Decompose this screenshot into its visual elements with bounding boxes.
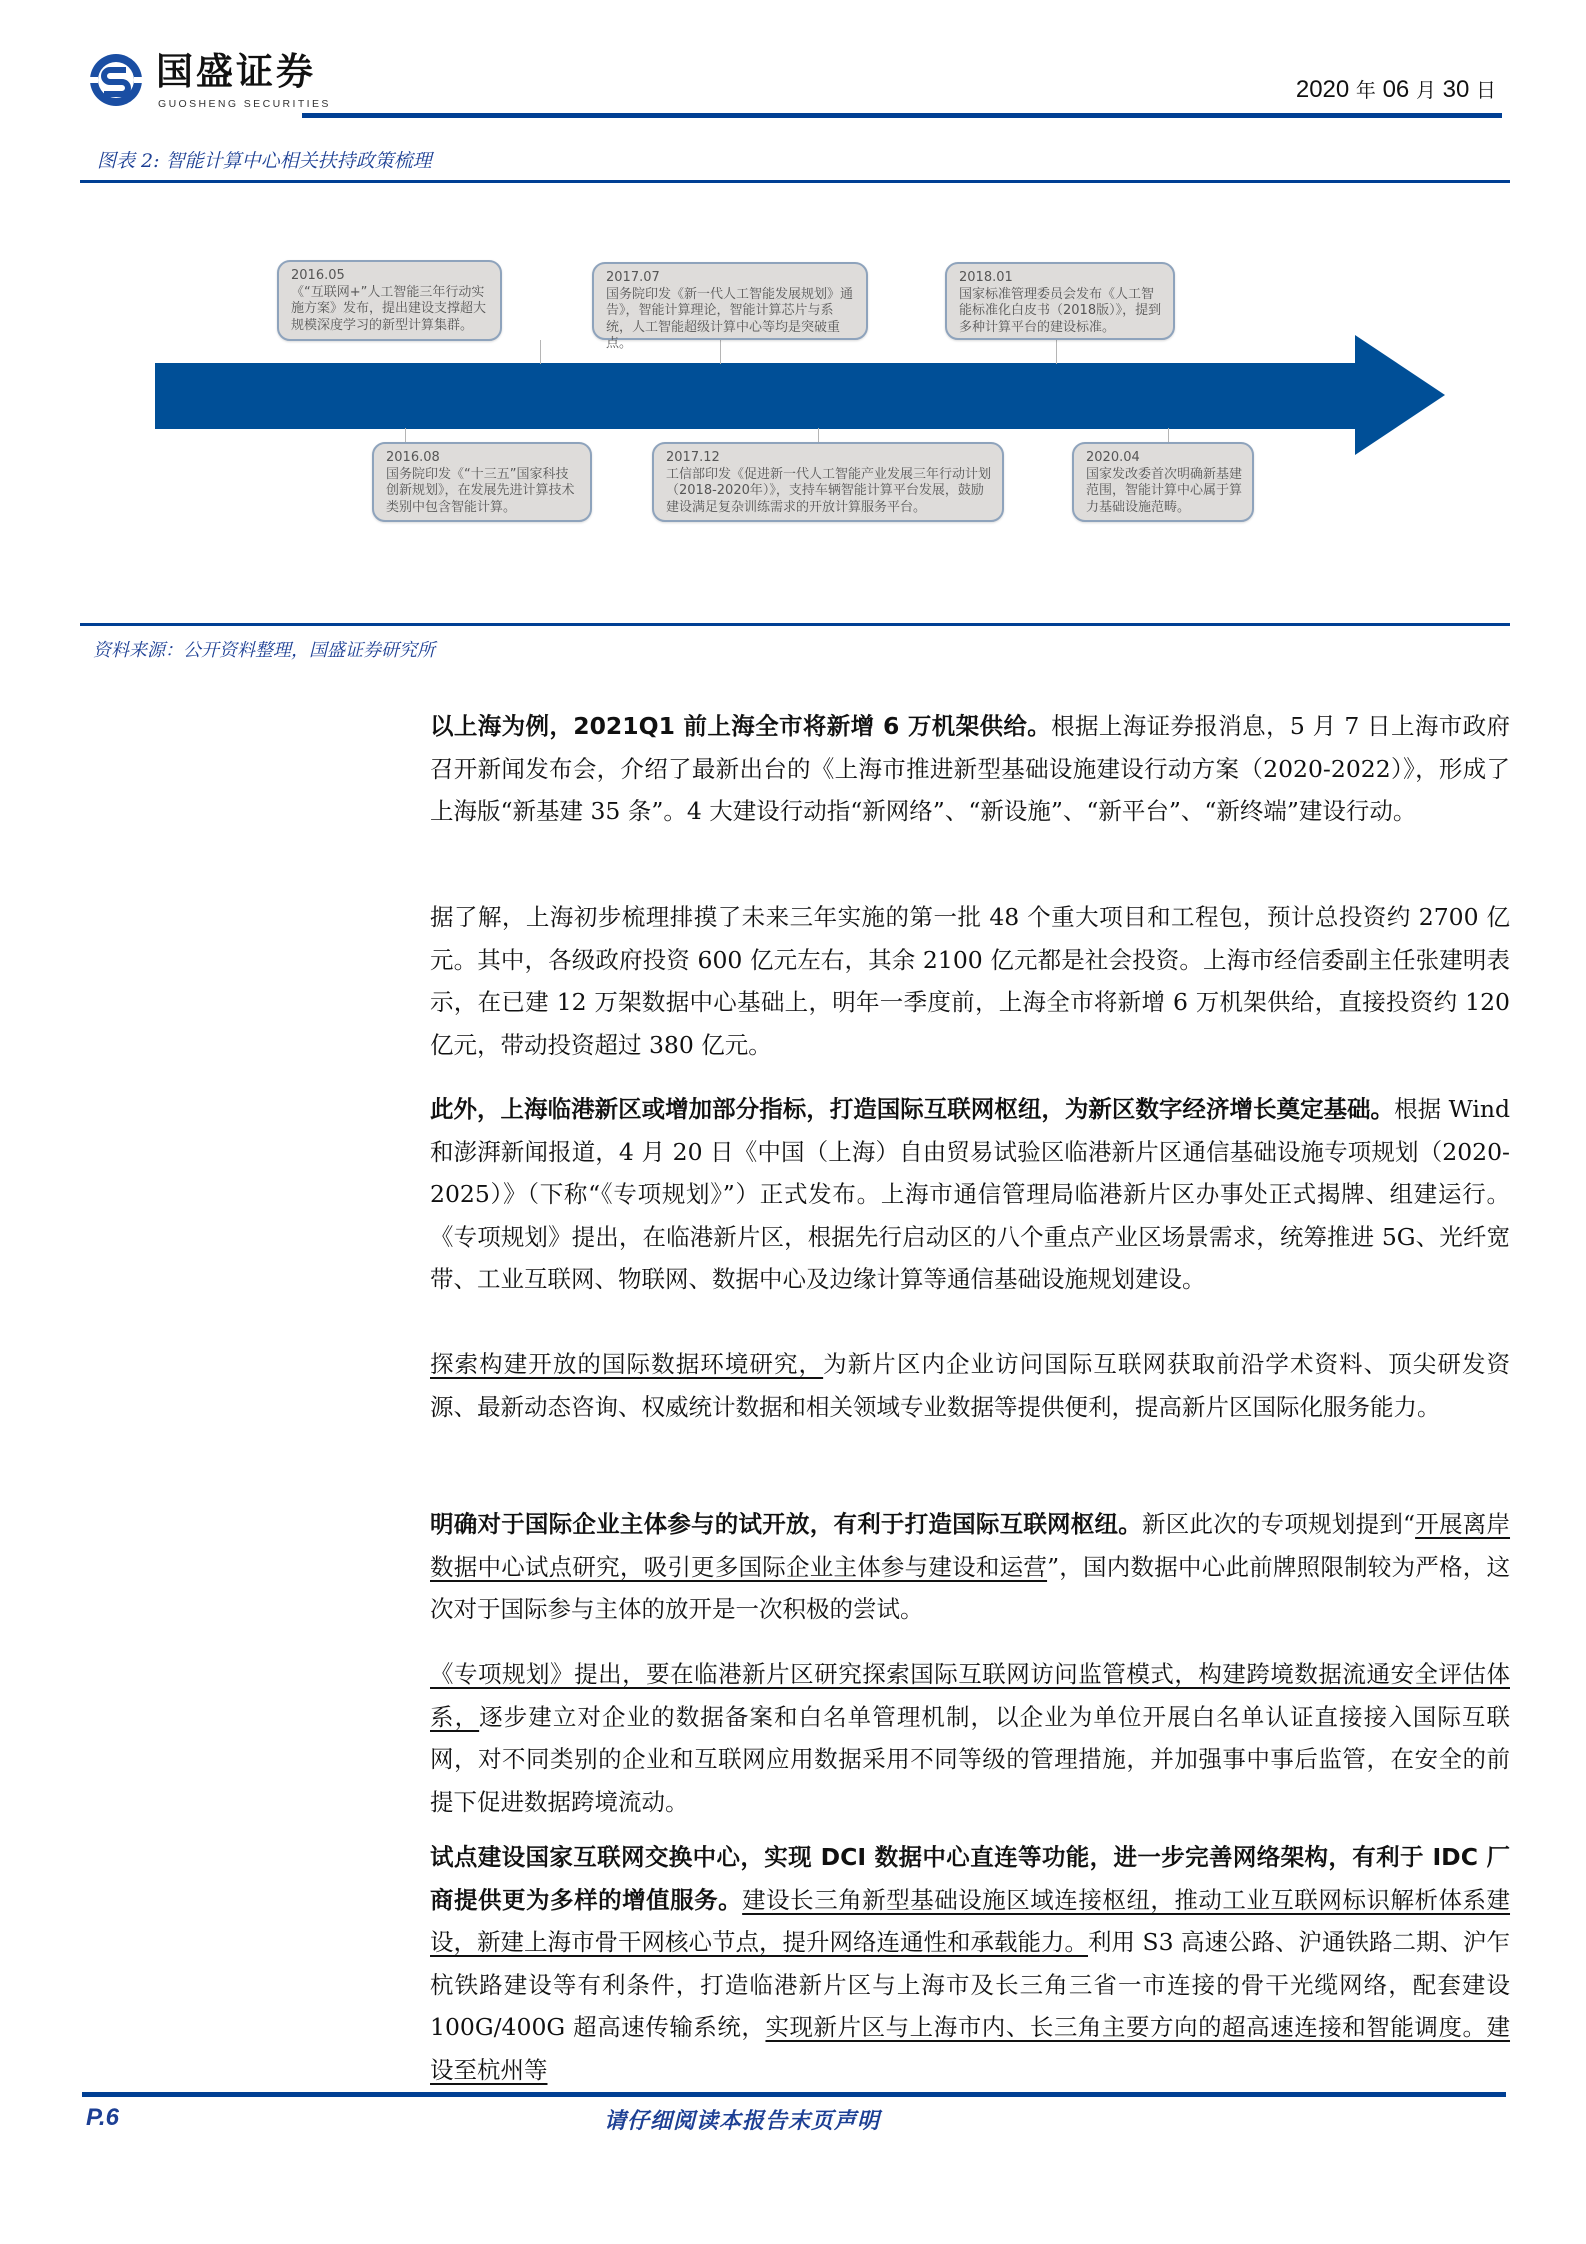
underlined-text: 《专项规划》提出，要在临港新片区研究探索国际互联网访问监管模式，构建跨境数据流通安全评估体系， [430,1660,1510,1731]
paragraph-cross-border-data [430,1653,1510,1823]
date-day: 30 [1442,76,1470,103]
paragraph-international-opening [430,1503,1510,1631]
event-date: 2020.04 [1086,450,1140,465]
underlined-text: 探索构建开放的国际数据环境研究， [430,1350,824,1378]
paragraph-investment [430,896,1510,1066]
underlined-text: 建设长三角新型基础设施区域连接枢纽，推动工业互联网标识解析体系建设，新建上海市骨干网核心节点，提升网络连通性和承载能力。 [430,1885,1511,1956]
paragraph-lingang [430,1088,1510,1301]
footer-divider [82,2092,1506,2097]
timeline-event-box [592,262,868,351]
underlined-text: 开展离岸数据中心试点研究，吸引更多国际企业主体参与建设和运营 [430,1510,1511,1581]
guosheng-logo-icon [88,52,144,108]
date-day-unit: 日 [1476,80,1496,102]
paragraph-lead: 试点建设国家互联网交换中心，实现 DCI 数据中心直连等功能，进一步完善网络架构，有利于 IDC 厂商提供更为多样的增值服务。 [430,1843,1510,1914]
event-date: 2017.12 [666,450,720,465]
event-date: 2016.08 [386,450,440,465]
event-text: 国务院印发《“十三五”国家科技创新规划》，在发展先进计算技术类别中包含智能计算。 [386,466,575,515]
logo-chinese-name: 国盛证券 [156,50,316,93]
event-date: 2017.07 [606,270,660,285]
figure-title: 图表 2: 智能计算中心相关扶持政策梳理 [97,150,432,172]
paragraph-text: ”，国内数据中心此前牌照限制较为严格，这次对于国际参与主体的放开是一次积极的尝试。 [430,1552,1511,1623]
timeline-event-box [372,442,592,522]
event-text: 国家发改委首次明确新基建范围，智能计算中心属于算力基础设施范畴。 [1086,466,1243,515]
page-number: P.6 [86,2104,119,2131]
paragraph-lead: 明确对于国际企业主体参与的试开放，有利于打造国际互联网枢纽。 [430,1510,1142,1538]
paragraph-data-environment [430,1343,1510,1428]
timeline-event-box [945,262,1175,340]
paragraph-text: 逐步建立对企业的数据备案和白名单管理机制，以企业为单位开展白名单认证直接接入国际互联网，对不同类别的企业和互联网应用数据采用不同等级的管理措施，并加强事中事后监管，在安全的前提下促进数据跨境流动。 [430,1702,1510,1816]
event-text: 国家标准管理委员会发布《人工智能标准化白皮书（2018版）》，提到多种计算平台的建设标准。 [959,286,1162,335]
paragraph-text: 利用 S3 高速公路、沪通铁路二期、沪乍杭铁路建设等有利条件，打造临港新片区与上海市及长三角三省一市连接的骨干光缆网络，配套建设 100G/400G 超高速传输系统， [430,1928,1510,2041]
paragraph-text: 为新片区内企业访问国际互联网获取前沿学术资料、顶尖研发资源、最新动态咨询、权威统计数据和相关领域专业数据等提供便利，提高新片区国际化服务能力。 [430,1350,1511,1421]
paragraph-internet-exchange [430,1836,1510,2091]
figure-source: 资料来源：公开资料整理，国盛证券研究所 [93,640,435,661]
paragraph-text: 根据 Wind 和澎湃新闻报道，4 月 20 日《中国（上海）自由贸易试验区临港新片区通信基础设施专项规划（2020-2025）》（下称“《专项规划》”）正式发布。上海市通信管理局临港新片区办事处正式揭牌、组建运行。《专项规划》提出，在临港新片区，根据先行启动区的八个重点产业区场景需求，统筹推进 5G、光纤宽带、工业互联网、物联网、数据中心及边缘计算等通信基础设施规划建设。 [430,1095,1511,1293]
event-text: 《“互联网+”人工智能三年行动实施方案》发布，提出建设支撑超大规模深度学习的新型计算集群。 [291,284,487,333]
date-month: 06 [1382,76,1410,103]
footer-disclaimer-note: 请仔细阅读本报告末页声明 [604,2109,881,2134]
date-year: 2020 [1295,76,1350,103]
event-date: 2018.01 [959,270,1013,285]
date-month-unit: 月 [1415,80,1436,102]
timeline-arrow-icon [155,335,1475,455]
event-date: 2016.05 [291,268,345,283]
event-text: 工信部印发《促进新一代人工智能产业发展三年行动计划（2018-2020年）》，支持车辆智能计算平台发展，鼓励建设满足复杂训练需求的开放计算服务平台。 [666,466,992,515]
paragraph-text: 新区此次的专项规划提到“ [1142,1510,1416,1538]
paragraph-text: 据了解，上海初步梳理排摸了未来三年实施的第一批 48 个重大项目和工程包，预计总投资约 2700 亿元。其中，各级政府投资 600 亿元左右，其余 2100 亿元都是社会投资。上海市经信委副主任张建明表示，在已建 12 万架数据中心基础上，明年一季度前，上海全市将新增 6 万机架供给，直接投资约 120 亿元，带动投资超过 380 亿元。 [430,903,1510,1059]
company-logo [88,48,338,116]
figure-bottom-divider [80,623,1510,626]
timeline-event-box [277,260,502,341]
paragraph-shanghai-example [430,705,1510,833]
underlined-text: 实现新片区与上海市内、长三角主要方向的超高速连接和智能调度。建设至杭州等 [430,2013,1511,2084]
date-year-unit: 年 [1355,80,1376,102]
header-divider [302,113,1502,118]
paragraph-lead: 此外，上海临港新区或增加部分指标，打造国际互联网枢纽，为新区数字经济增长奠定基础。 [430,1095,1395,1123]
timeline-event-box [652,442,1004,522]
connector-2018-01 [1056,340,1057,364]
connector-2016-05 [540,340,541,364]
logo-english-name: GUOSHENG SECURITIES [158,98,331,110]
timeline-event-box [1072,442,1254,522]
figure-top-divider [80,180,1510,183]
report-date [1296,74,1496,104]
paragraph-lead: 以上海为例，2021Q1 前上海全市将新增 6 万机架供给。 [430,712,1052,740]
event-text: 国务院印发《新一代人工智能发展规划》通告》，智能计算理论，智能计算芯片与系统，人工智能超级计算中心等均是突破重点。 [606,286,854,351]
paragraph-text: 根据上海证券报消息，5 月 7 日上海市政府召开新闻发布会，介绍了最新出台的《上海市推进新型基础设施建设行动方案（2020-2022）》，形成了上海版“新基建 35 条”。4 大建设行动指“新网络”、“新设施”、“新平台”、“新终端”建设行动。 [430,712,1511,825]
